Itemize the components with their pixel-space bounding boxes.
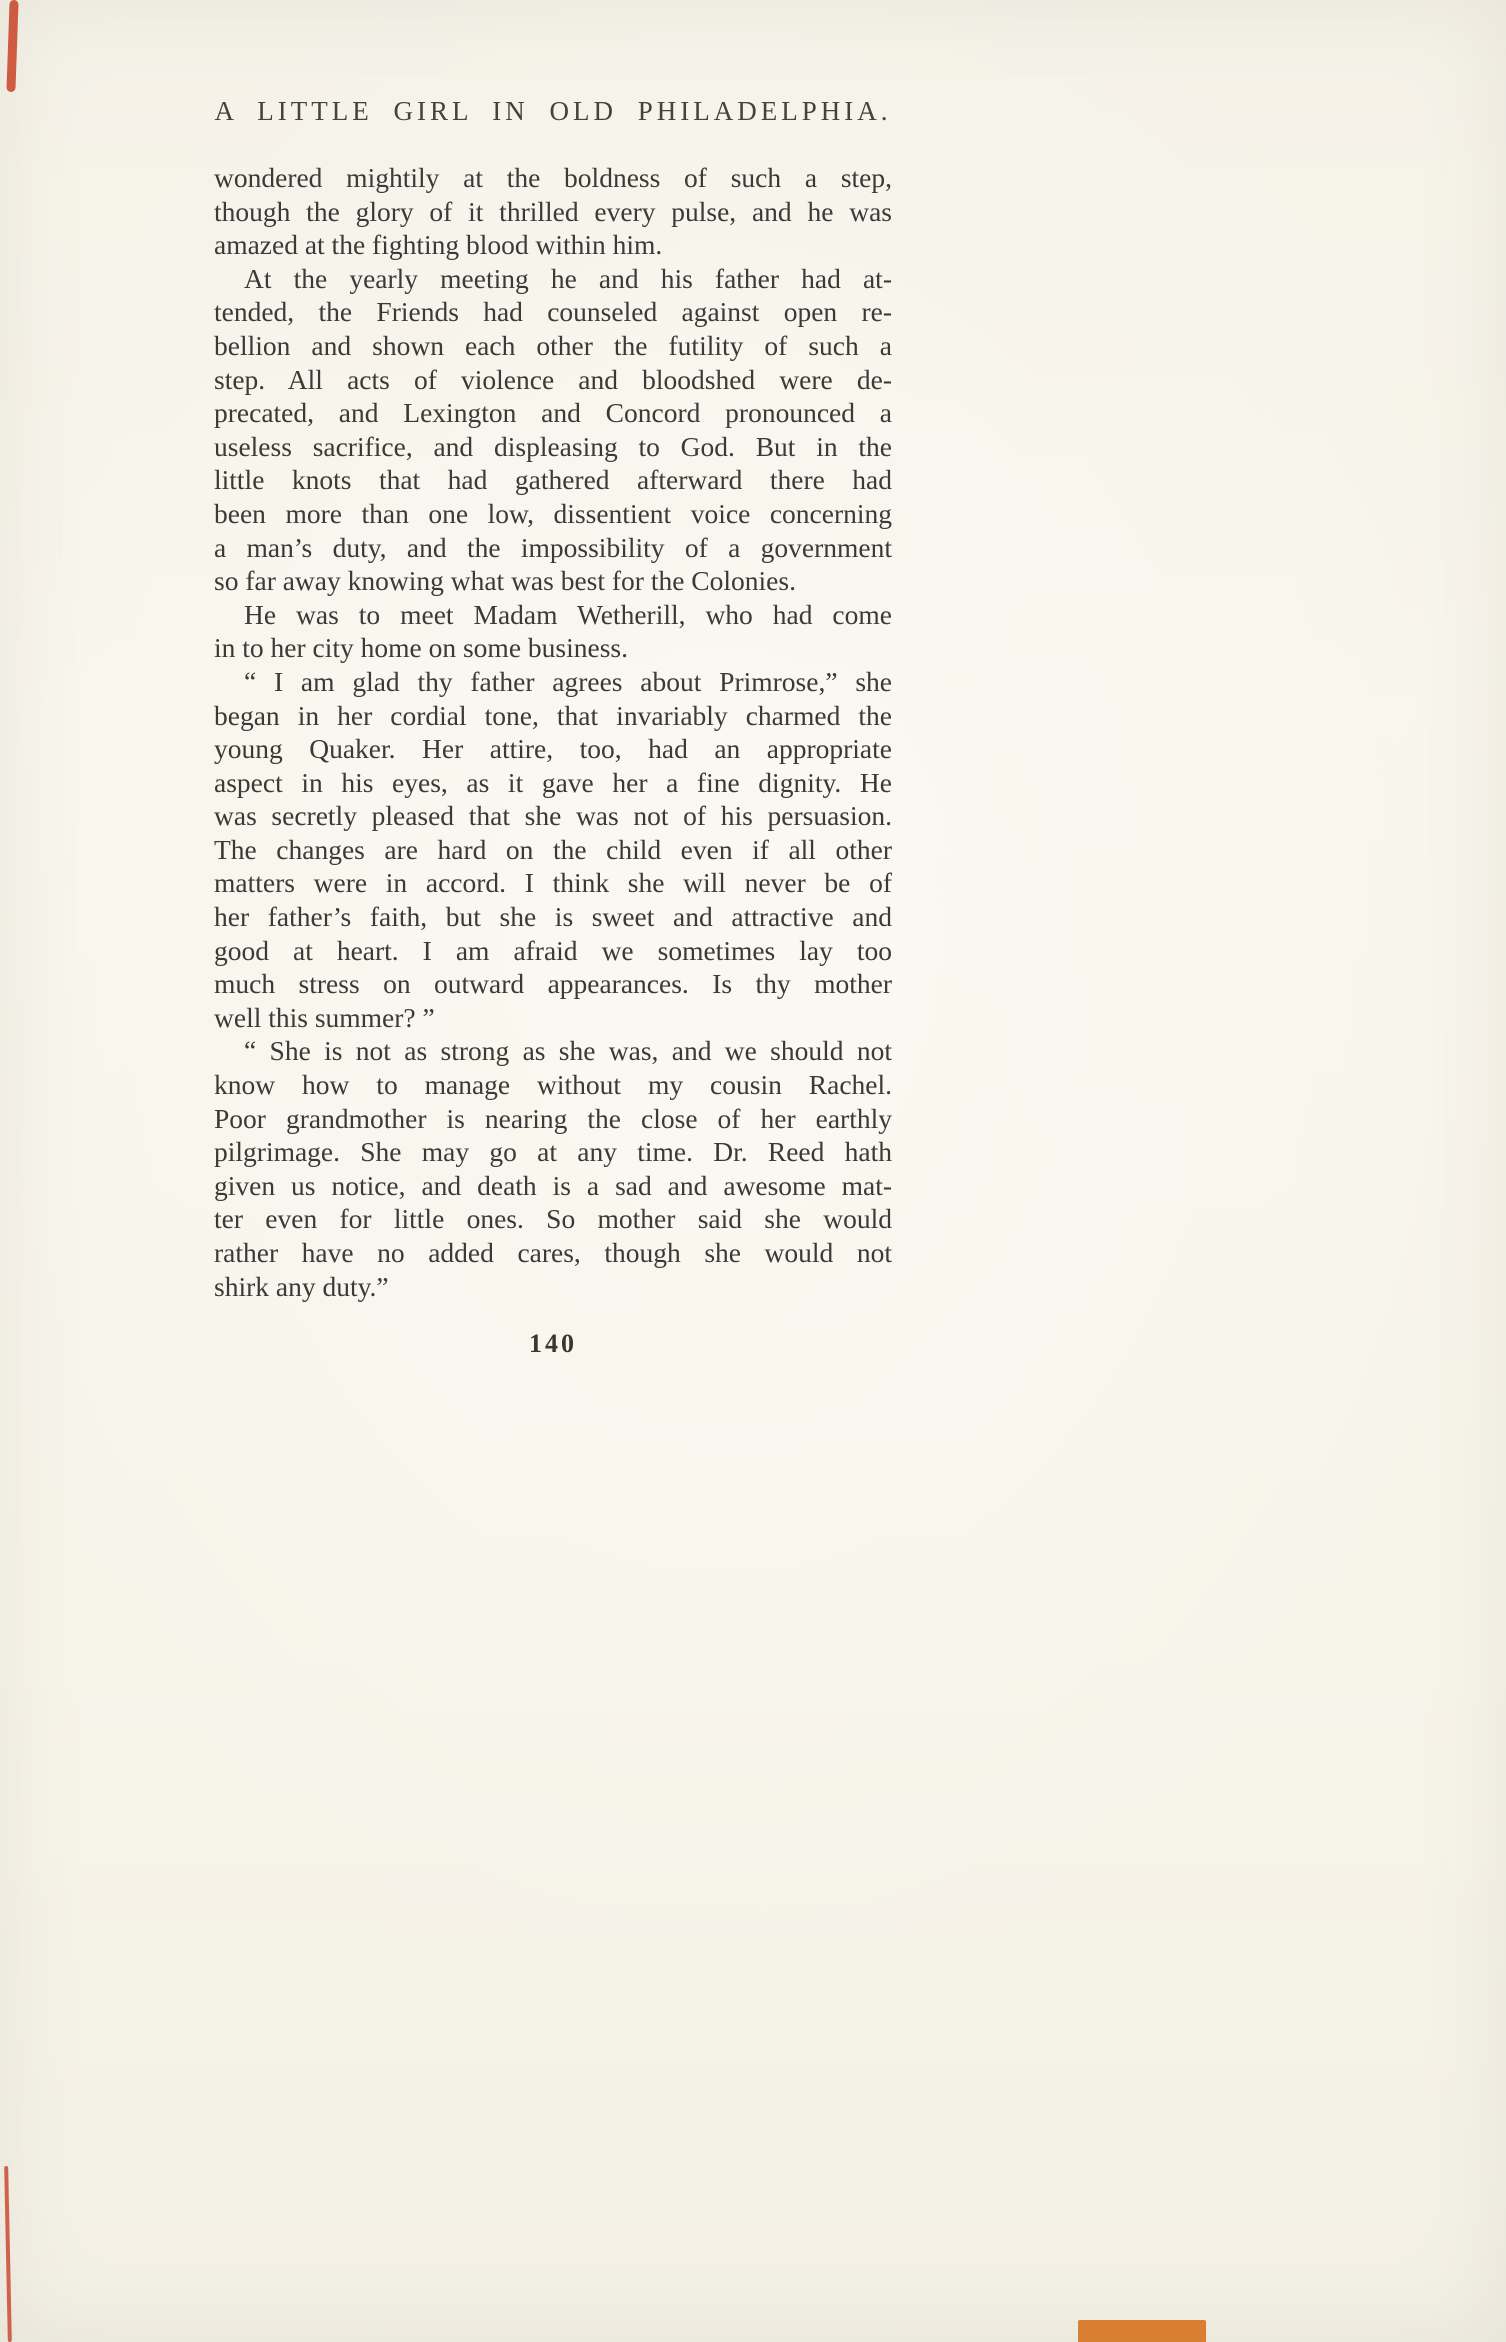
text-line: precated, and Lexington and Concord pronounced a — [214, 397, 892, 429]
text-column — [214, 96, 892, 1359]
text-line: good at heart. I am afraid we sometimes lay too — [214, 934, 892, 966]
paragraph — [214, 161, 892, 262]
page-number: 140 — [529, 1329, 577, 1359]
scan-artifact-top-left — [6, 0, 18, 92]
scan-artifact-bottom-right — [1078, 2320, 1206, 2342]
text-line: bellion and shown each other the futility of such a — [214, 329, 892, 361]
text-line: useless sacrifice, and displeasing to God. But in the — [214, 430, 892, 462]
text-line: was secretly pleased that she was not of his persuasion. — [214, 800, 892, 832]
text-line: ter even for little ones. So mother said she would — [214, 1203, 892, 1235]
text-line: “ I am glad thy father agrees about Primrose,” she — [244, 665, 892, 697]
running-head: A LITTLE GIRL IN OLD PHILADELPHIA. — [214, 96, 892, 126]
text-body — [214, 161, 892, 1303]
text-line: little knots that had gathered afterward there had — [214, 464, 892, 496]
text-line: step. All acts of violence and bloodshed were de- — [214, 363, 892, 395]
text-line: aspect in his eyes, as it gave her a fine dignity. He — [214, 766, 892, 798]
text-line: “ She is not as strong as she was, and we should not — [244, 1035, 892, 1067]
text-line: Poor grandmother is nearing the close of her earthly — [214, 1102, 892, 1134]
text-line: much stress on outward appearances. Is thy mother — [214, 968, 892, 1000]
text-line: tended, the Friends had counseled against open re- — [214, 296, 892, 328]
paragraph — [214, 1034, 892, 1303]
text-line: matters were in accord. I think she will never be of — [214, 867, 892, 899]
text-line: At the yearly meeting he and his father had at- — [244, 262, 892, 294]
text-line: shirk any duty.” — [214, 1270, 389, 1302]
text-line: The changes are hard on the child even if all other — [214, 833, 892, 865]
text-line: been more than one low, dissentient voice concerning — [214, 497, 892, 529]
text-line: rather have no added cares, though she would not — [214, 1237, 892, 1268]
paragraph — [214, 598, 892, 665]
paragraph — [214, 665, 892, 1035]
text-line: though the glory of it thrilled every pulse, and he was — [214, 195, 892, 227]
text-line: given us notice, and death is a sad and awesome mat- — [214, 1169, 892, 1201]
text-line: He was to meet Madam Wetherill, who had come — [244, 598, 892, 630]
text-line: a man’s duty, and the impossibility of a government — [214, 531, 892, 563]
text-line: pilgrimage. She may go at any time. Dr. Reed hath — [214, 1136, 892, 1168]
paragraph — [214, 262, 892, 598]
text-line: wondered mightily at the boldness of such a step, — [214, 162, 892, 193]
text-line: know how to manage without my cousin Rachel. — [214, 1069, 892, 1101]
text-line: began in her cordial tone, that invariably charmed the — [214, 699, 892, 731]
text-line: well this summer? ” — [214, 1001, 435, 1033]
text-line: so far away knowing what was best for the Colonies. — [214, 565, 796, 597]
text-line: her father’s faith, but she is sweet and attractive and — [214, 901, 892, 933]
text-line: in to her city home on some business. — [214, 632, 628, 664]
scan-artifact-bottom-left — [4, 2166, 12, 2342]
text-line: young Quaker. Her attire, too, had an appropriate — [214, 733, 892, 765]
text-line: amazed at the fighting blood within him. — [214, 229, 663, 261]
